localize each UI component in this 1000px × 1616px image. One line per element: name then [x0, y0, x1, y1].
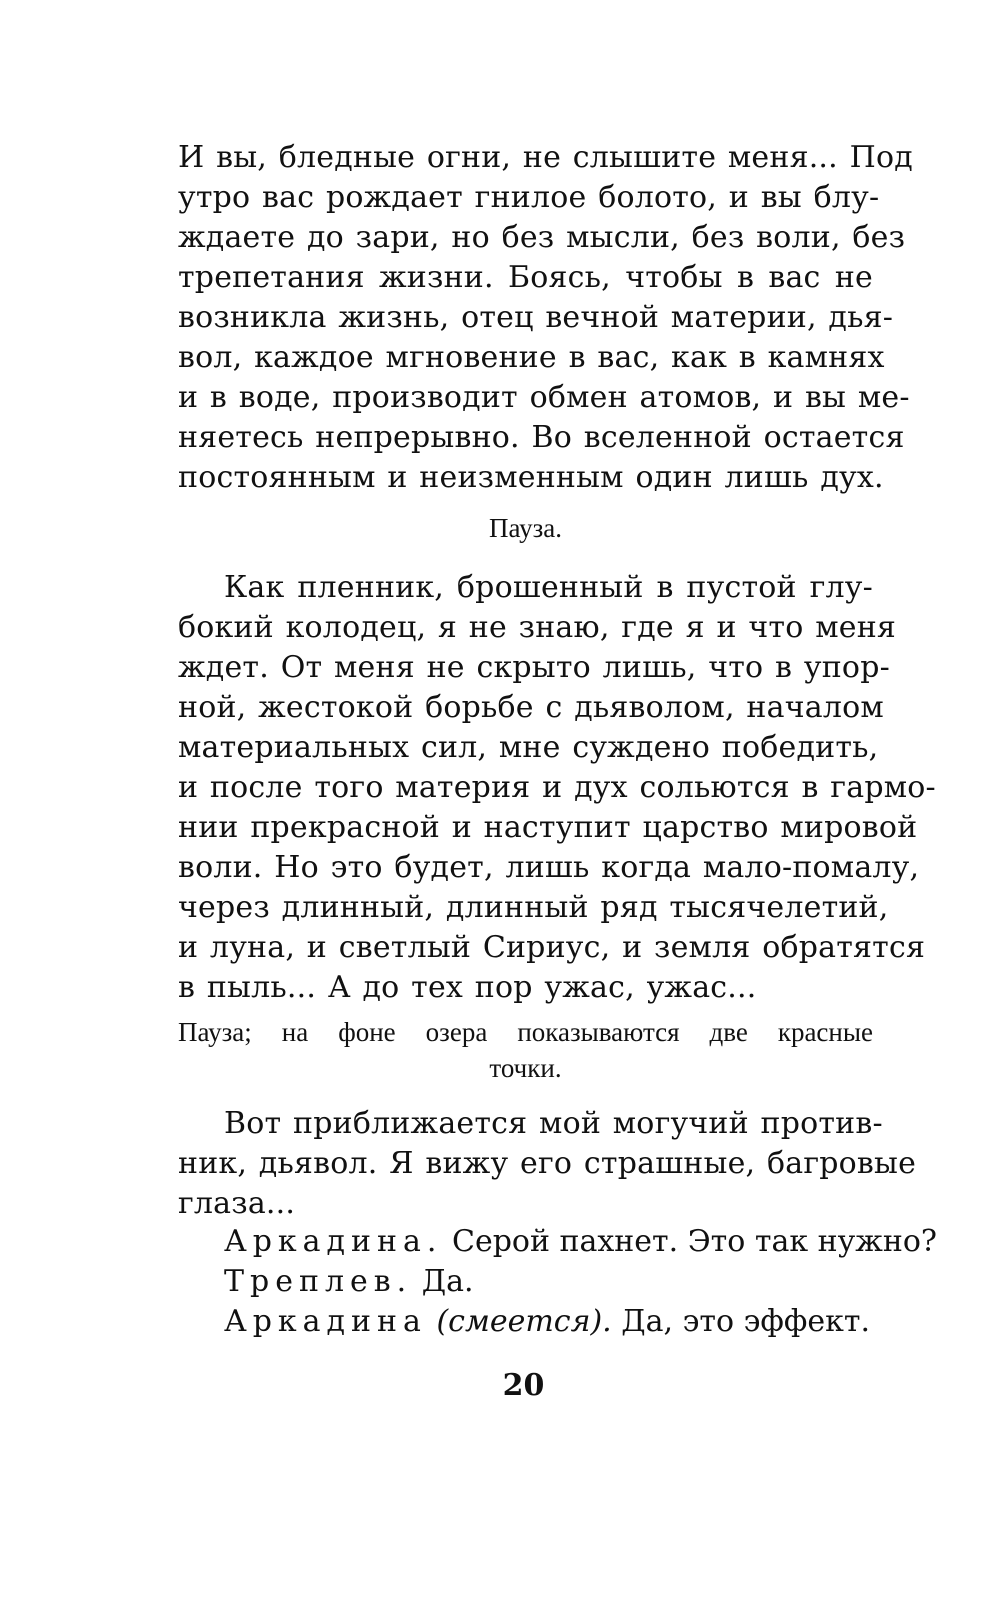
dialog-line [178, 1222, 938, 1262]
text-line: И вы, бледные огни, не слышите меня... Под [178, 140, 913, 175]
dialog-text: Да. [412, 1264, 474, 1299]
stage-direction-line: Пауза. [488, 513, 562, 543]
paragraph-monologue-2 [178, 568, 936, 1008]
text-line: трепетания жизни. Боясь, чтобы в вас не [178, 260, 873, 295]
paragraph-monologue-3 [178, 1104, 917, 1224]
text-line: возникла жизнь, отец вечной материи, дья- [178, 300, 894, 335]
stage-direction-line: Пауза; на фоне озера показываются две красные [178, 1017, 873, 1047]
stage-direction-line: точки. [489, 1053, 562, 1083]
speaker-name: Аркадина. [224, 1224, 443, 1259]
dialog-text: Да, это эффект. [611, 1304, 870, 1339]
text-line: ник, дьявол. Я вижу его страшные, багровые [178, 1146, 917, 1181]
text-line: и в воде, производит обмен атомов, и вы ме- [178, 380, 910, 415]
text-line: утро вас рождает гнилое болото, и вы блу- [178, 180, 880, 215]
text-line: ной, жестокой борьбе с дьяволом, началом [178, 690, 884, 725]
text-line: нии прекрасной и наступит царство мировой [178, 810, 918, 845]
dialog-line [178, 1302, 873, 1342]
text-line: Вот приближается мой могучий против- [224, 1106, 883, 1141]
text-line: вол, каждое мгновение в вас, как в камнях [178, 340, 885, 375]
text-line: ждаете до зари, но без мысли, без воли, без [178, 220, 906, 255]
stage-remark: (смеется). [426, 1304, 612, 1339]
stage-direction-red-dots [178, 1014, 873, 1086]
dialog-line [178, 1262, 873, 1302]
dialog-text: Серой пахнет. Это так нужно? [442, 1224, 938, 1259]
speaker-name: Аркадина [224, 1304, 427, 1339]
text-line: и после того материя и дух сольются в гармо- [178, 770, 936, 805]
text-line: ждет. От меня не скрыто лишь, что в упор- [178, 650, 890, 685]
text-line: Как пленник, брошенный в пустой глу- [224, 570, 873, 605]
dialog-block [178, 1222, 938, 1342]
text-line: воли. Но это будет, лишь когда мало-помалу, [178, 850, 920, 885]
text-line: бокий колодец, я не знаю, где я и что меня [178, 610, 897, 645]
text-line: и луна, и светлый Сириус, и земля обратятся [178, 930, 926, 965]
page-number: 20 [502, 1368, 545, 1403]
text-line: постоянным и неизменным один лишь дух. [178, 460, 884, 495]
text-line: глаза... [178, 1186, 296, 1221]
text-line: через длинный, длинный ряд тысячелетий, [178, 890, 889, 925]
speaker-name: Треплев. [224, 1264, 413, 1299]
text-line: няетесь непрерывно. Во вселенной остается [178, 420, 905, 455]
stage-direction-pause [178, 510, 873, 546]
paragraph-monologue-1 [178, 138, 913, 498]
text-line: материальных сил, мне суждено победить, [178, 730, 879, 765]
text-line: в пыль... А до тех пор ужас, ужас... [178, 970, 757, 1005]
